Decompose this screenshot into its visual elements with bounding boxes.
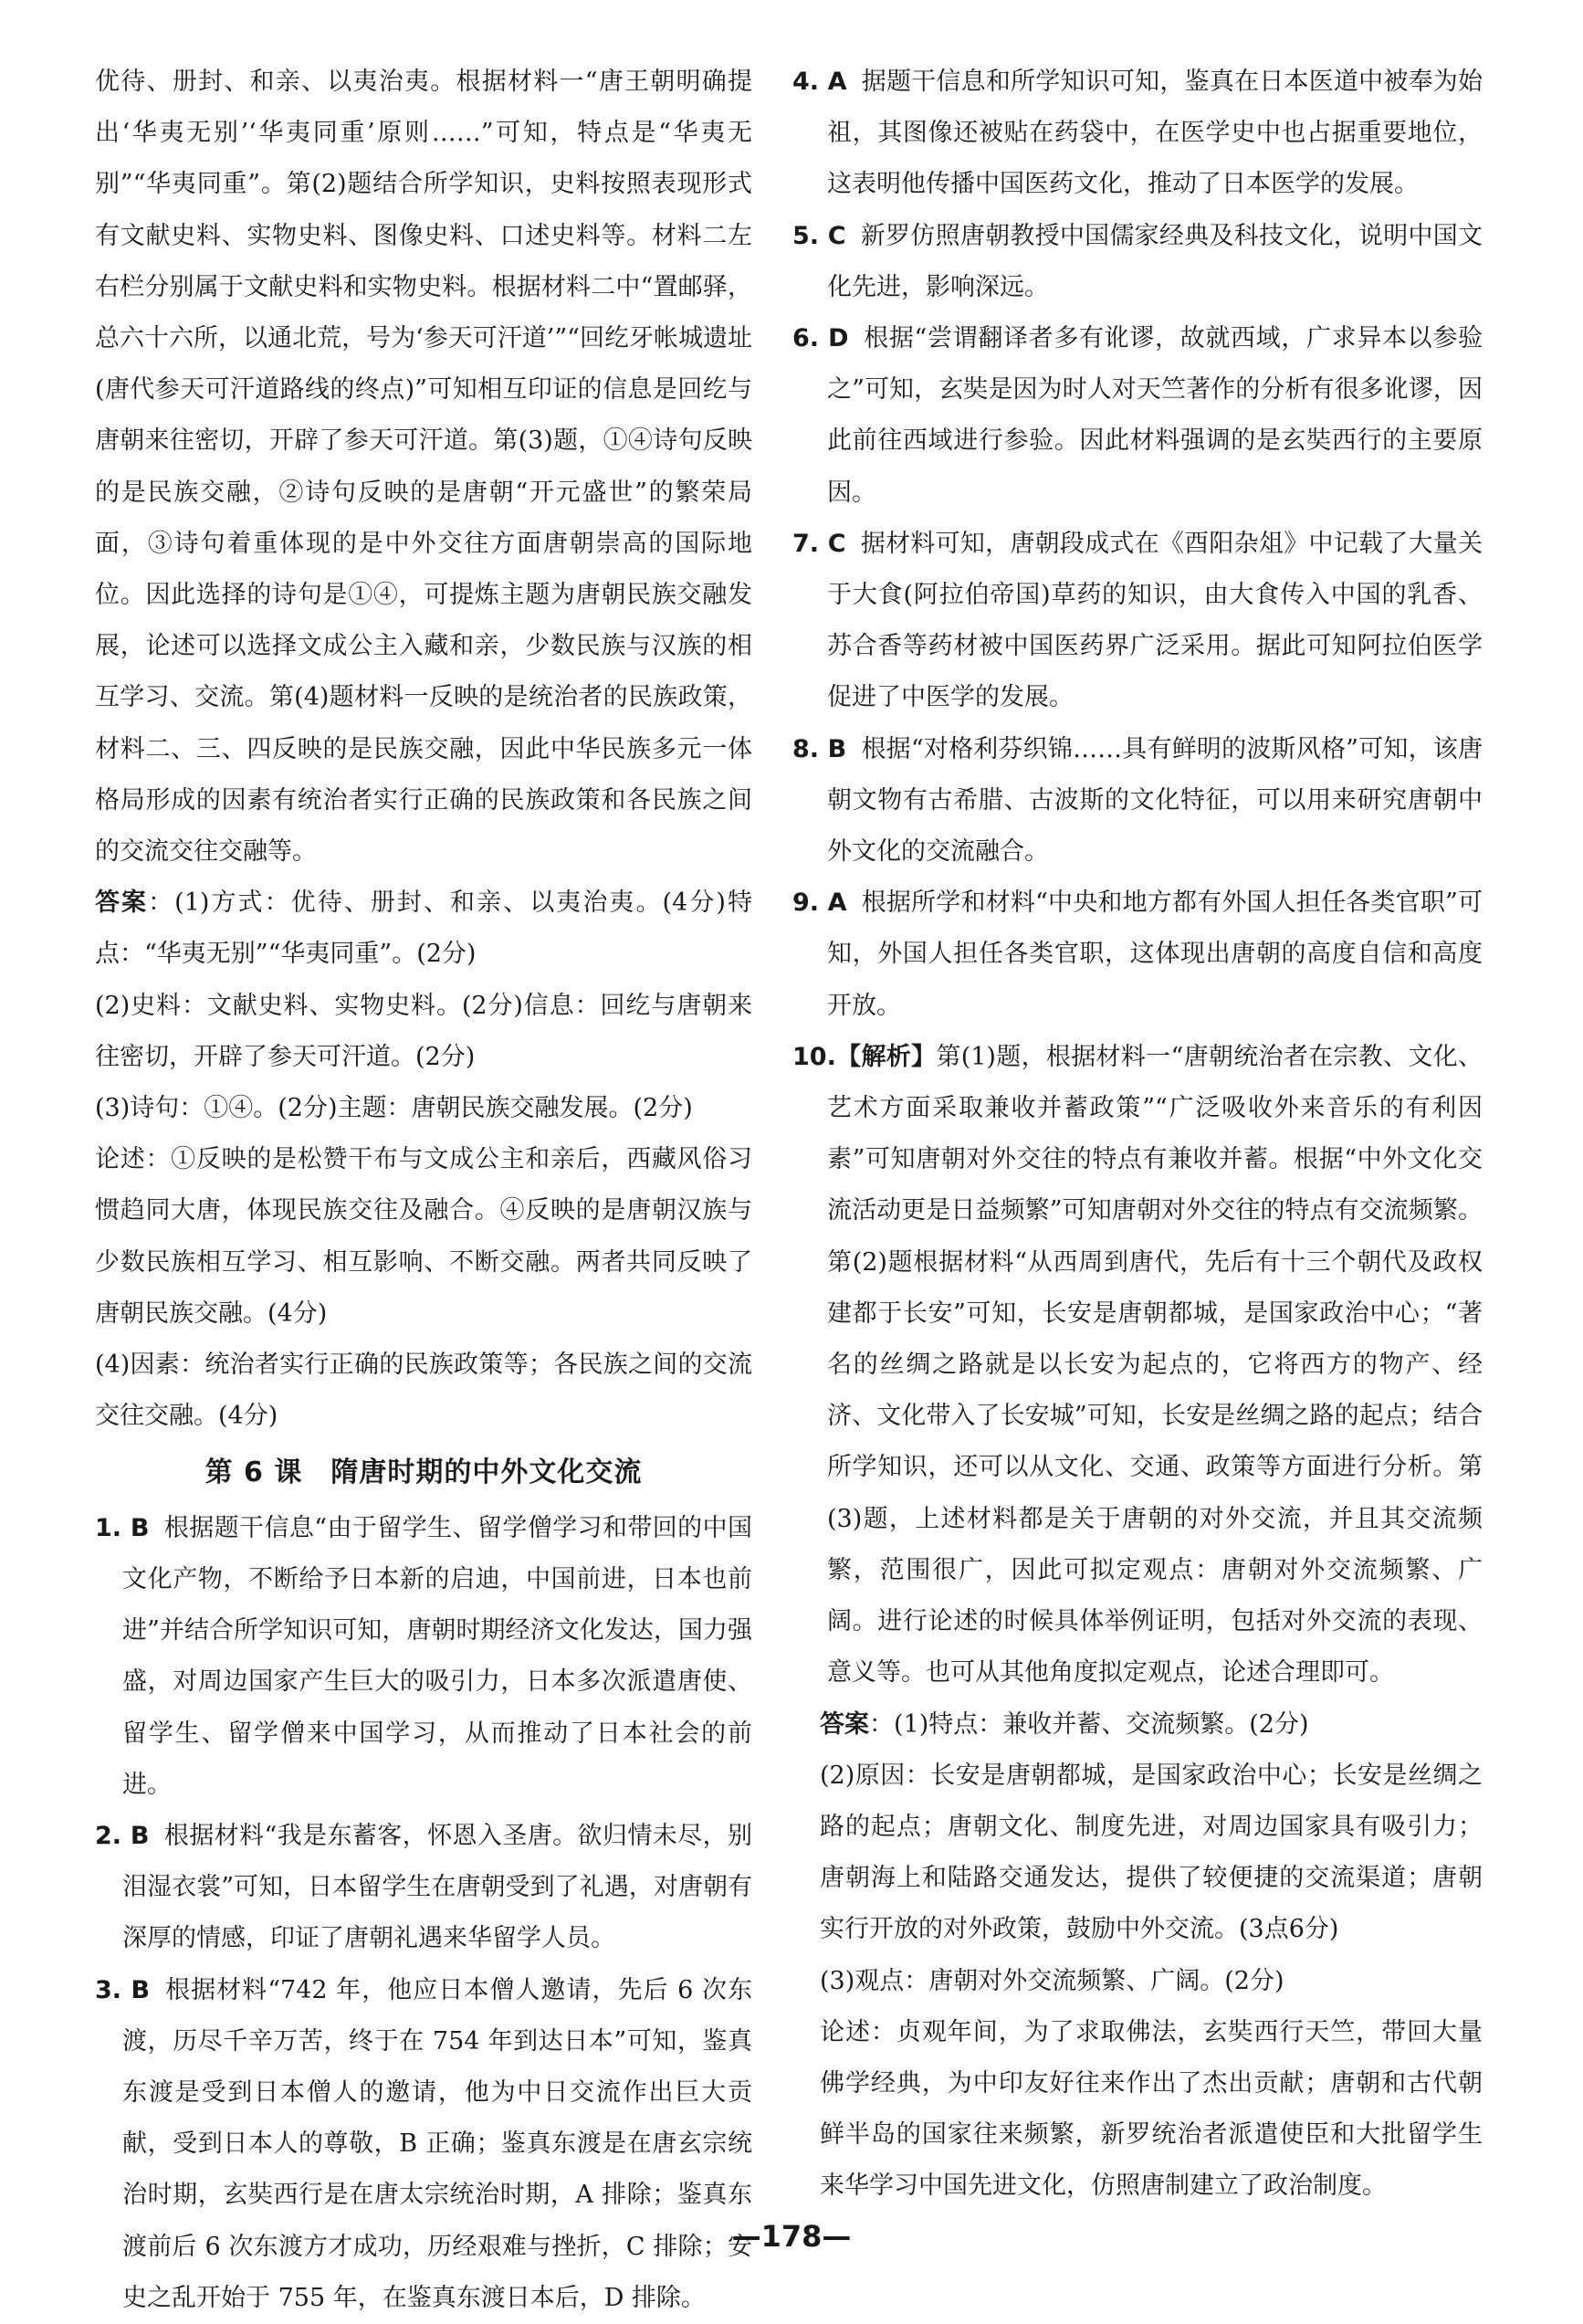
answer-block-4: (4)因素：统治者实行正确的民族政策等；各民族之间的交流交往交融。(4分) [95,1351,752,1431]
item-number: 7. C [792,529,846,558]
item-text: 根据材料“我是东蓄客，怀恩入圣唐。欲归情未尽，别泪湿衣裳”可知，日本留学生在唐朝受到了礼遇，对唐朝有深厚的情感，印证了唐朝礼遇来华留学人员。 [122,1821,752,1953]
item-text: 根据“对格利芬织锦……具有鲜明的波斯风格”可知，该唐朝文物有古希腊、古波斯的文化特征，可以用来研究唐朝中外文化的交流融合。 [827,734,1483,867]
analysis-label: 【解析】 [835,1042,937,1071]
question-item [792,878,1483,1032]
answer-label: 答案 [820,1709,869,1739]
question-item [792,211,1483,313]
item-text: 根据“尝谓翻译者多有讹谬，故就西域，广求异本以参验之”可知，玄奘是因为时人对天竺著作的分析有很多讹谬，因此前往西域进行参验。因此材料强调的是玄奘西行的主要原因。 [827,324,1483,507]
answer-text: ：(1)特点：兼收并蓄、交流频繁。(2分) [869,1709,1309,1739]
question-item [792,519,1483,724]
item-text: 新罗仿照唐朝教授中国儒家经典及科技文化，说明中国文化先进，影响深远。 [827,221,1483,301]
q-continuation-text: 优待、册封、和亲、以夷治夷。根据材料一“唐王朝明确提出‘华夷无别’‘华夷同重’原则……”可知，特点是“华夷无别”“华夷同重”。第(2)题结合所学知识，史料按照表现形式有文献史料、实物史料、图像史料、口述史料等。材料二左右栏分别属于文献史料和实物史料。根据材料二中“置邮驿，总六十六所，以通北荒，号为‘参天可汗道’”“回纥牙帐城遗址(唐代参天可汗道路线的终点)”可知相互印证的信息是回纥与唐朝来往密切，开辟了参天可汗道。第(3)题，①④诗句反映的是民族交融，②诗句反映的是唐朝“开元盛世”的繁荣局面，③诗句着重体现的是中外交往方面唐朝崇高的国际地位。因此选择的诗句是①④，可提炼主题为唐朝民族交融发展，论述可以选择文成公主入藏和亲，少数民族与汉族的相互学习、交流。第(4)题材料一反映的是统治者的民族政策，材料二、三、四反映的是民族交融，因此中华民族多元一体格局形成的因素有统治者实行正确的民族政策和各民族之间的交流交往交融等。 [95,68,752,867]
answer-block-3: (3)观点：唐朝对外交流频繁、广阔。(2分) [820,1966,1284,1995]
question-item [792,57,1483,211]
item-number: 1. B [95,1513,150,1542]
answer-block-3-essay: 论述：贞观年间，为了求取佛法，玄奘西行天竺，带回大量佛学经典，为中印友好往来作出了杰出贡献；唐朝和古代朝鲜半岛的国家往来频繁，新罗统治者派遣使臣和大批留学生来华学习中国先进文化，仿照唐制建立了政治制度。 [820,2017,1483,2201]
item-text: 根据材料“742 年，他应日本僧人邀请，先后 6 次东渡，历尽千辛万苦，终于在 754 年到达日本”可知，鉴真东渡是受到日本僧人的邀请，他为中日交流作出巨大贡献，受到日本人的尊敬，B 正确；鉴真东渡是在唐玄宗统治时期，玄奘西行是在唐太宗统治时期，A 排除；鉴真东渡前后 6 次东渡方才成功，历经艰难与挫折，C 排除；安史之乱开始于 755 年，在鉴真东渡日本后，D 排除。 [122,1975,752,2312]
item-number: 9. A [792,889,847,918]
item-number: 3. B [95,1975,151,2004]
item-number: 2. B [95,1821,150,1850]
answer-text: ：(1)方式：优待、册封、和亲、以夷治夷。(4分)特点：“华夷无别”“华夷同重”。(2分) [95,889,752,969]
answer-block-1 [95,878,752,980]
right-column [792,57,1483,2213]
answer-label: 答案 [95,889,149,918]
item-text: 根据所学和材料“中央和地方都有外国人担任各类官职”可知，外国人担任各类官职，这体现出唐朝的高度自信和高度开放。 [827,889,1483,1020]
question-item [95,1811,752,1965]
item-number: 5. C [792,221,846,250]
item-text: 据材料可知，唐朝段成式在《酉阳杂俎》中记载了大量关于大食(阿拉伯帝国)草药的知识，由大食传入中国的乳香、苏合香等药材被中国医药界广泛采用。据此可知阿拉伯医学促进了中医学的发展。 [827,529,1483,712]
item-number: 10. [792,1042,836,1071]
item-number: 6. D [792,324,849,353]
answer-block-3-essay: 论述：①反映的是松赞干布与文成公主和亲后，西藏风俗习惯趋同大唐，体现民族交往及融合。④反映的是唐朝汉族与少数民族相互学习、相互影响、不断交融。两者共同反映了唐朝民族交融。(4分) [95,1145,752,1328]
question-item-10 [792,1032,1483,1699]
question-item [792,724,1483,878]
item-text: 据题干信息和所学知识可知，鉴真在日本医道中被奉为始祖，其图像还被贴在药袋中，在医学史中也占据重要地位，这表明他传播中国医药文化，推动了日本医学的发展。 [827,68,1483,199]
answer-block-1 [792,1699,1483,1751]
item-text: 根据题干信息“由于留学生、留学僧学习和带回的中国文化产物，不断给予日本新的启迪，中国前进，日本也前进”并结合所学知识可知，唐朝时期经济文化发达，国力强盛，对周边国家产生巨大的吸引力，日本多次派遣唐使、留学生、留学僧来中国学习，从而推动了日本社会的前进。 [122,1513,752,1799]
answer-block-2: (2)原因：长安是唐朝都城，是国家政治中心；长安是丝绸之路的起点；唐朝文化、制度先进，对周边国家具有吸引力；唐朝海上和陆路交通发达，提供了较便捷的交流渠道；唐朝实行开放的对外政策，鼓励中外交流。(3点6分) [820,1761,1483,1944]
question-item [792,313,1483,519]
question-item [95,1503,752,1811]
question-item [95,1965,752,2324]
analysis-text: 第(1)题，根据材料一“唐朝统治者在宗教、文化、艺术方面采取兼收并蓄政策”“广泛吸收外来音乐的有利因素”可知唐朝对外交往的特点有兼收并蓄。根据“中外文化交流活动更是日益频繁”可知唐朝对外交往的特点有交流频繁。第(2)题根据材料“从西周到唐代，先后有十三个朝代及政权建都于长安”可知，长安是唐朝都城，是国家政治中心；“著名的丝绸之路就是以长安为起点的，它将西方的物产、经济、文化带入了长安城”可知，长安是丝绸之路的起点；结合所学知识，还可以从文化、交通、政策等方面进行分析。第(3)题，上述材料都是关于唐朝的对外交流，并且其交流频繁，范围很广，因此可拟定观点：唐朝对外交流频繁、广阔。进行论述的时候具体举例证明，包括对外交流的表现、意义等。也可从其他角度拟定观点，论述合理即可。 [827,1042,1483,1688]
answer-block-2: (2)史料：文献史料、实物史料。(2分)信息：回纥与唐朝来往密切，开辟了参天可汗道。(2分) [95,991,752,1071]
answer-block-3: (3)诗句：①④。(2分)主题：唐朝民族交融发展。(2分) [95,1094,693,1123]
page-number: —178— [731,2219,852,2254]
left-column [95,57,752,2324]
lesson-title: 第 6 课 隋唐时期的中外文化交流 [204,1456,643,1489]
item-number: 8. B [792,734,847,763]
item-number: 4. A [792,68,847,96]
